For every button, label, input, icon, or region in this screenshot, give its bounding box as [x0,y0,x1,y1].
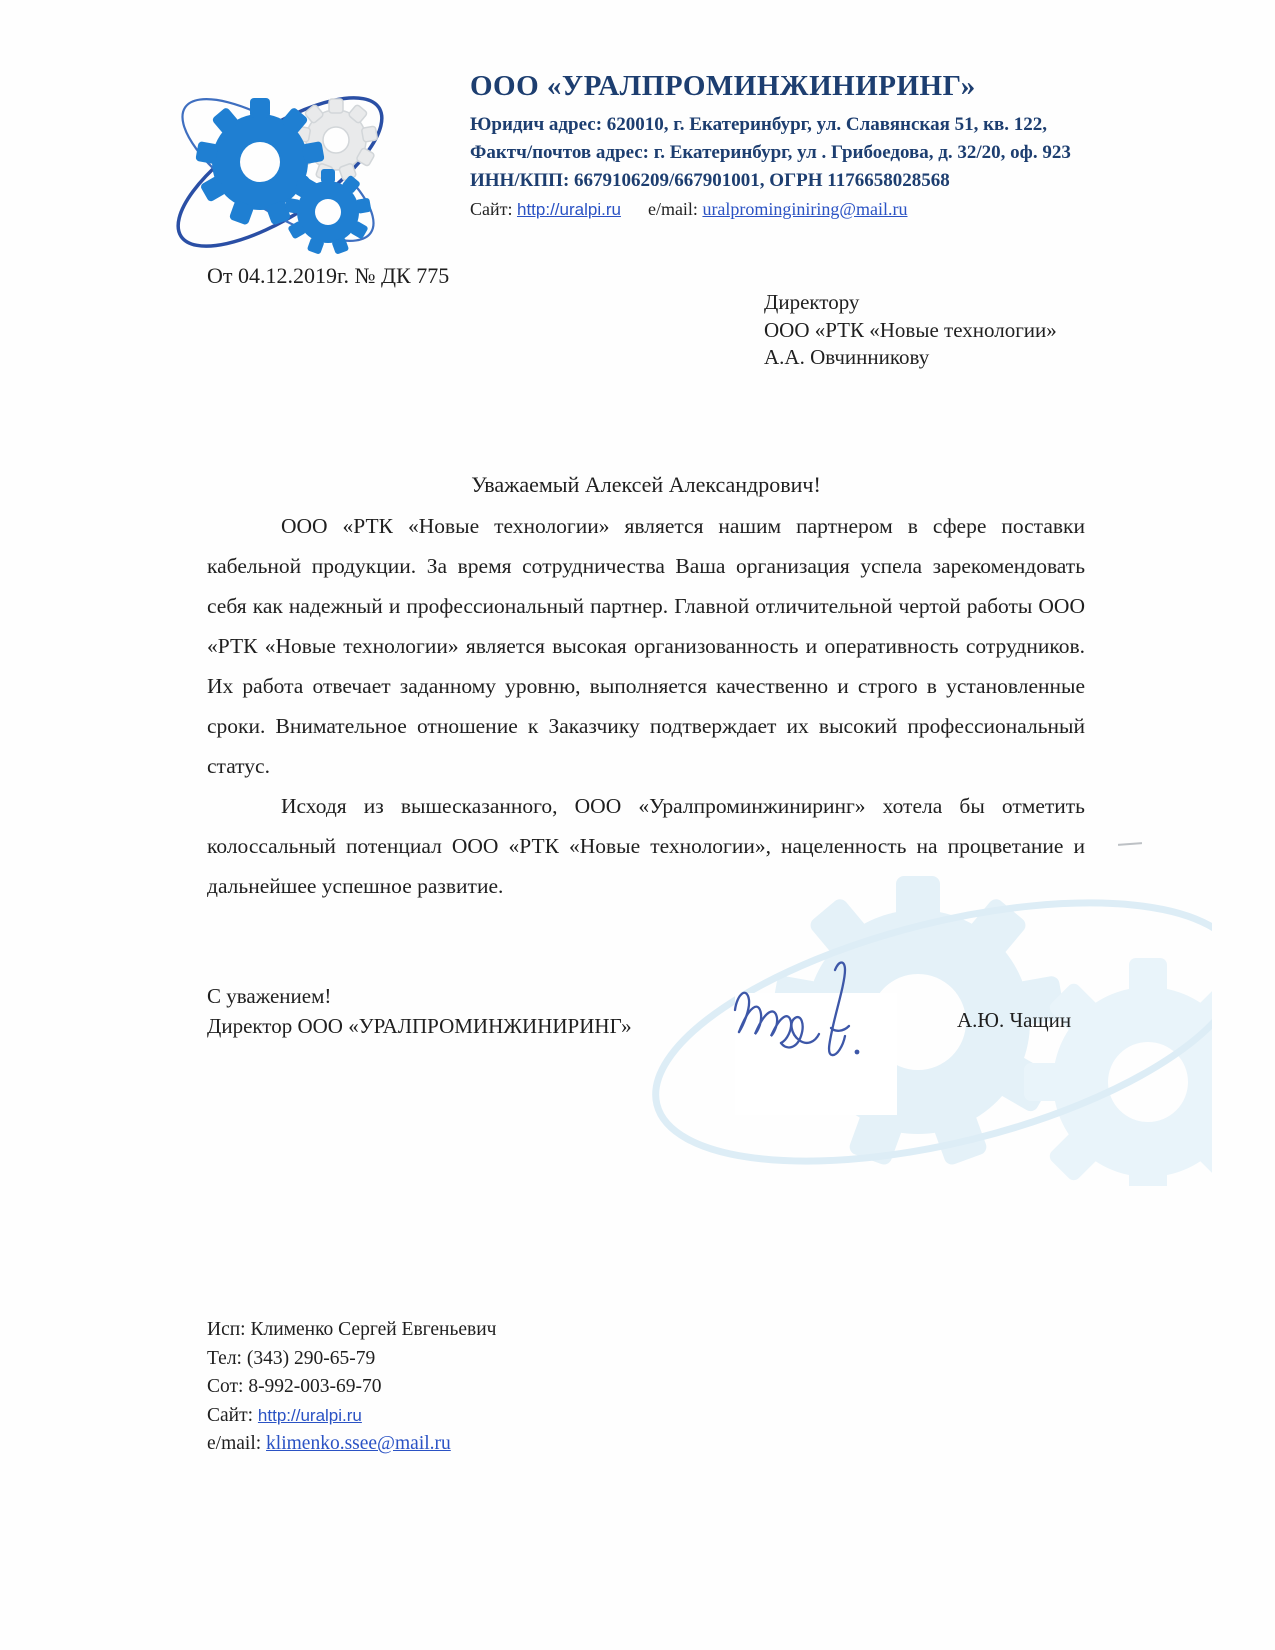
addressee-block [764,289,1057,372]
email-label: e/mail: [647,199,698,219]
site-link[interactable]: http://uralpi.ru [517,200,621,219]
closing-salutation: С уважением! [207,984,332,1008]
site-label: Сайт: [470,199,513,219]
footer-email-link[interactable]: klimenko.ssee@mail.ru [266,1433,451,1454]
legal-address: Юридич адрес: 620010, г. Екатеринбург, ул. Славянская 51, кв. 122, [470,114,1048,135]
footer-site-label: Сайт: [207,1404,254,1426]
closing-block [207,981,632,1041]
body-paragraph-2: Исходя из вышесказанного, ООО «Уралпроминжиниринг» хотела бы отметить колоссальный потенциал ООО «РТК «Новые технологии», нацеленность на процветание и дальнейшее успешное развитие. [207,794,1085,898]
email-link[interactable]: uralprominginiring@mail.ru [702,199,908,219]
executor-name: Исп: Клименко Сергей Евгеньевич [207,1319,497,1340]
addressee-company: ООО «РТК «Новые технологии» [764,317,1057,342]
letter-body [207,506,1085,906]
body-paragraph-1: ООО «РТК «Новые технологии» является нашим партнером в сфере поставки кабельной продукции. За время сотрудничества Ваша организация успела зарекомендовать себя как надежный и профессиональный партнер. Главной отличительной чертой работы ООО «РТК «Новые технологии» является высокая организованность и оперативность сотрудников. Их работа отвечает заданному уровню, выполняется качественно и строго в установленные сроки. Внимательное отношение к Заказчику подтверждает их высокий профессиональный статус. [207,514,1085,778]
addressee-name: А.А. Овчинникову [764,345,930,369]
addressee-position: Директору [764,290,860,314]
signer-title: Директор ООО «УРАЛПРОМИНЖИНИРИНГ» [207,1014,632,1038]
footer-email-line [207,1430,496,1459]
greeting-line: Уважаемый Алексей Александрович! [471,472,821,497]
executor-phone: Тел: (343) 290-65-79 [207,1347,376,1369]
footer-site-line [207,1402,496,1431]
inn-ogrn: ИНН/КПП: 6679106209/667901001, ОГРН 1176658028568 [470,170,950,191]
postal-address: Фактч/почтов адрес: г. Екатеринбург, ул . Грибоедова, д. 32/20, оф. 923 [470,142,1071,163]
reference-line: От 04.12.2019г. № ДК 775 [207,263,450,288]
executor-mobile: Сот: 8-992-003-69-70 [207,1376,382,1397]
letterhead [470,70,1110,224]
executor-contacts [207,1316,496,1459]
footer-site-link[interactable]: http://uralpi.ru [257,1405,362,1425]
signer-name: А.Ю. Чащин [957,1008,1072,1032]
company-gears-orbit-logo-icon [158,84,396,258]
scan-artifact-dash [1118,842,1142,846]
company-title: ООО «УРАЛПРОМИНЖИНИРИНГ» [470,70,976,102]
header-contacts-line [470,195,1110,224]
handwritten-signature-icon [723,948,895,1066]
footer-email-label: e/mail: [207,1433,262,1454]
